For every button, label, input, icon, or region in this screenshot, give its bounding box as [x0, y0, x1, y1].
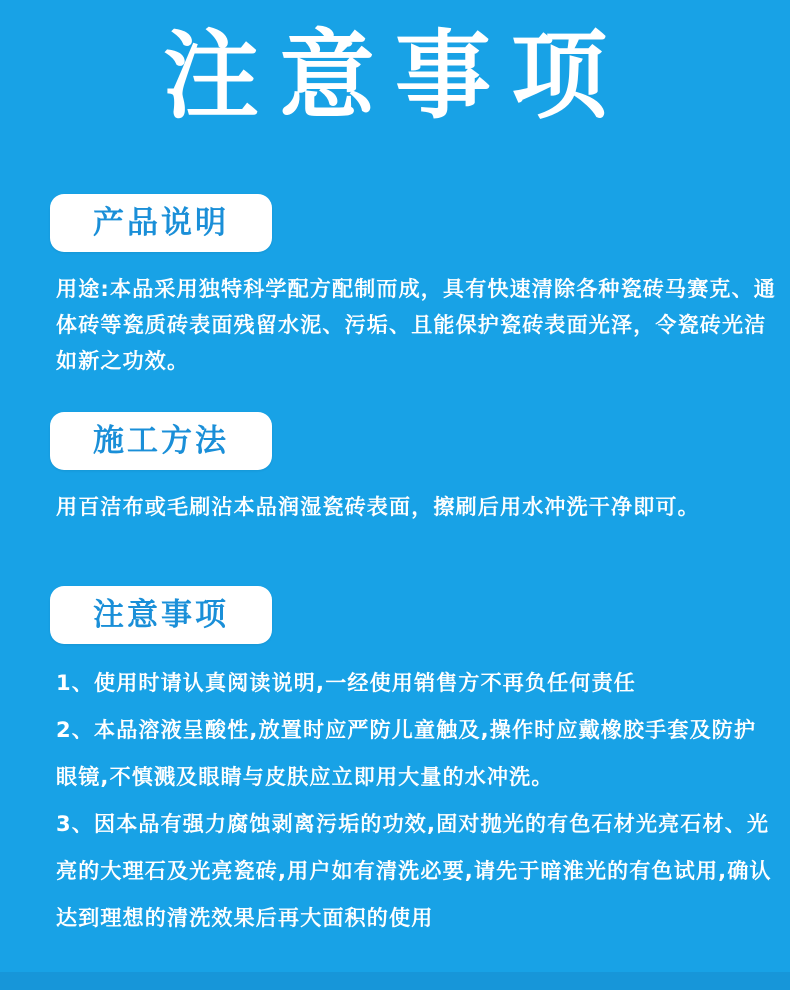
application-method-text: 用百洁布或毛刷沾本品润湿瓷砖表面，擦刷后用水冲洗干净即可。 [56, 495, 700, 519]
list-item: 1、使用时请认真阅读说明,一经使用销售方不再负任何责任 [56, 671, 636, 695]
product-description-text: 用途:本品采用独特科学配方配制而成，具有快速清除各种瓷砖马赛克、通体砖等瓷质砖表面残留水泥、污垢、且能保护瓷砖表面光泽，令瓷砖光洁如新之功效。 [56, 277, 776, 373]
section-heading-application-method: 施工方法 [50, 412, 272, 470]
list-item: 3、因本品有强力腐蚀剥离污垢的功效,固对抛光的有色石材光亮石材、光亮的大理石及光亮瓷砖,用户如有清洗必要,请先于暗淮光的有色试用,确认达到理想的清洗效果后再大面积的使用 [56, 812, 772, 930]
section-heading-product-description: 产品说明 [50, 194, 272, 252]
list-item: 2、本品溶液呈酸性,放置时应严防儿童触及,操作时应戴橡胶手套及防护眼镜,不慎溅及眼睛与皮肤应立即用大量的水冲洗。 [56, 718, 757, 789]
precautions-list [56, 660, 778, 942]
section-heading-precautions: 注意事项 [50, 586, 272, 644]
bottom-strip [0, 972, 790, 990]
page-title: 注意事项 [163, 19, 627, 132]
